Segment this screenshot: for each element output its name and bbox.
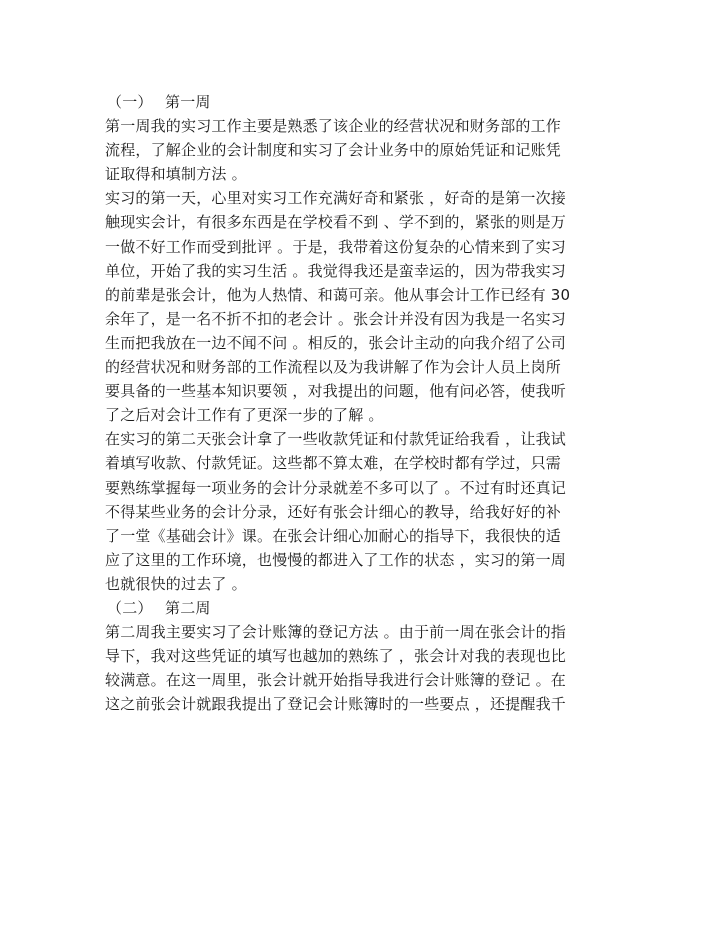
paragraph-1 xyxy=(105,114,610,186)
text-line: 也就很快的过去了 。 xyxy=(105,574,247,593)
section-number: （二） xyxy=(107,598,153,617)
section-number: （一） xyxy=(107,93,153,111)
text-line: 应了这里的工作环境，也慢慢的都进入了工作的状态 ，实习的第一周 xyxy=(105,550,566,569)
text-line: 的经营状况和财务部的工作流程以及为我讲解了作为会计人员上岗所 xyxy=(105,358,562,377)
text-line: 导下，我对这些凭证的填写也越加的熟练了 ，张会计对我的表现也比 xyxy=(105,647,566,666)
text-line: 这之前张会计就跟我提出了登记会计账簿时的一些要点 ，还提醒我千 xyxy=(105,695,566,714)
section-heading-week-1 xyxy=(105,90,610,114)
text-line: 着填写收款、付款凭证。这些都不算太难，在学校时都有学过，只需 xyxy=(105,454,562,473)
text-line: 第二周我主要实习了会计账簿的登记方法 。由于前一周在张会计的指 xyxy=(105,623,566,642)
text-line: 的前辈是张会计，他为人热情、和蔼可亲。他从事会计工作已经有 30 xyxy=(105,285,571,304)
text-line: 生而把我放在一边不闻不问 。相反的，张会计主动的向我介绍了公司 xyxy=(105,333,566,352)
text-line: 要熟练掌握每一项业务的会计分录就差不多可以了 。不过有时还真记 xyxy=(105,478,566,497)
text-line: 余年了，是一名不折不扣的老会计 。张会计并没有因为我是一名实习 xyxy=(105,309,566,328)
section-title: 第二周 xyxy=(165,598,211,617)
text-line: 较满意。在这一周里，张会计就开始指导我进行会计账簿的登记 。在 xyxy=(105,671,566,690)
text-line: 了之后对会计工作有了更深一步的了解 。 xyxy=(105,406,384,425)
document-page xyxy=(105,90,610,716)
text-line: 了一堂《基础会计》课。在张会计细心加耐心的指导下，我很快的适 xyxy=(105,526,562,545)
text-line: 第一周我的实习工作主要是熟悉了该企业的经营状况和财务部的工作 xyxy=(105,117,562,136)
text-line: 证取得和填制方法 。 xyxy=(105,165,247,184)
text-line: 单位，开始了我的实习生活 。我觉得我还是蛮幸运的，因为带我实习 xyxy=(105,261,566,280)
section-heading-week-2 xyxy=(105,596,610,620)
paragraph-3 xyxy=(105,427,610,596)
text-line: 实习的第一天，心里对实习工作充满好奇和紧张 ，好奇的是第一次接 xyxy=(105,189,566,208)
paragraph-2 xyxy=(105,186,610,427)
text-line: 要具备的一些基本知识要领 ，对我提出的问题，他有问必答，使我听 xyxy=(105,382,566,401)
section-title: 第一周 xyxy=(165,93,211,111)
text-line: 在实习的第二天张会计拿了一些收款凭证和付款凭证给我看 ，让我试 xyxy=(105,430,566,449)
text-line: 一做不好工作而受到批评 。于是，我带着这份复杂的心情来到了实习 xyxy=(105,237,566,256)
text-line: 不得某些业务的会计分录，还好有张会计细心的教导，给我好好的补 xyxy=(105,502,562,521)
text-line: 流程，了解企业的会计制度和实习了会计业务中的原始凭证和记账凭 xyxy=(105,141,562,160)
text-line: 触现实会计，有很多东西是在学校看不到 、学不到的，紧张的则是万 xyxy=(105,213,566,232)
paragraph-4 xyxy=(105,620,610,716)
